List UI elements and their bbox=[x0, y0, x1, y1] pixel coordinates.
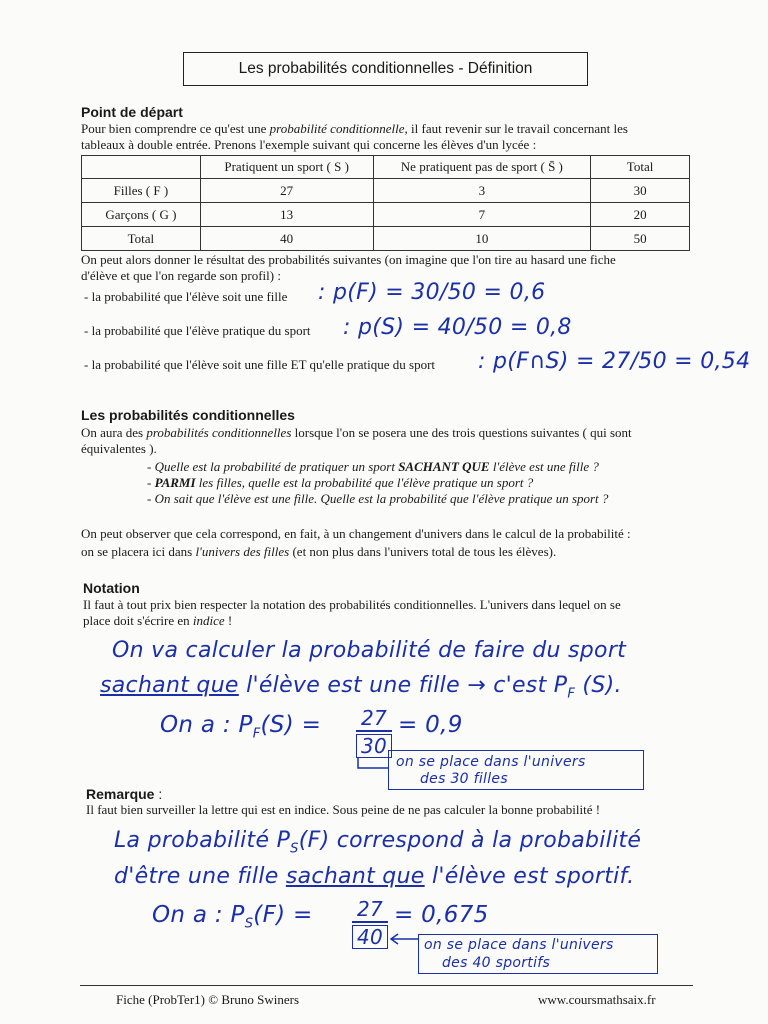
hw-note-1a: on se place dans l'univers bbox=[396, 754, 586, 770]
table-row bbox=[82, 227, 690, 251]
hw-sub-S: S bbox=[290, 841, 299, 857]
q2-parmi: PARMI bbox=[154, 475, 196, 490]
cond-text-c: lorsque l'on se posera une des trois questions suivantes ( qui sont bbox=[291, 425, 632, 440]
hw-rem-sachant: sachant que bbox=[285, 864, 425, 889]
table-cell: 30 bbox=[591, 179, 690, 203]
heading-point-de-depart: Point de départ bbox=[81, 104, 183, 120]
table-cell: Filles ( F ) bbox=[82, 179, 201, 203]
table-header-cell bbox=[82, 156, 201, 179]
table-row bbox=[82, 179, 690, 203]
table-cell: 7 bbox=[373, 203, 591, 227]
hw-PF-S: (S) = bbox=[260, 712, 322, 738]
q1-text-a: - Quelle est la probabilité de pratiquer un sport bbox=[147, 459, 399, 474]
hw-result-09: = 0,9 bbox=[398, 712, 463, 738]
footer-website: www.coursmathsaix.fr bbox=[538, 992, 656, 1007]
obs-text-c: (et non plus dans l'univers total de tous les élèves). bbox=[289, 544, 557, 559]
hw-frac-num-27b: 27 bbox=[352, 897, 388, 923]
cond-line-2: équivalentes ). bbox=[81, 441, 157, 456]
cond-term: probabilités conditionnelles bbox=[146, 425, 292, 440]
cond-text-a: On aura des bbox=[81, 425, 147, 440]
handwritten-notation-2 bbox=[100, 673, 622, 701]
hw-arrow-1 bbox=[352, 756, 392, 774]
notation-text-a: place doit s'écrire en bbox=[83, 613, 193, 628]
notation-text-c: ! bbox=[224, 613, 233, 628]
table-header-cell: Total bbox=[591, 156, 690, 179]
intro-line-2: tableaux à double entrée. Prenons l'exemple suivant qui concerne les élèves d'un lycée : bbox=[81, 137, 537, 152]
hw-ona-2: On a : P bbox=[152, 902, 245, 928]
table-cell: 40 bbox=[200, 227, 373, 251]
hw-rem-b: (F) correspond à la probabilité bbox=[298, 828, 642, 853]
obs-text-a: on se placera ici dans bbox=[81, 544, 196, 559]
cond-line-1 bbox=[81, 425, 632, 441]
remarque-line: Il faut bien surveiller la lettre qui est en indice. Sous peine de ne pas calculer la bonne probabilité ! bbox=[86, 802, 601, 817]
obs-univers: l'univers des filles bbox=[195, 544, 290, 559]
hw-sub-F: F bbox=[567, 686, 576, 702]
handwritten-remarque-2 bbox=[114, 864, 634, 889]
handwritten-notation-1: On va calculer la probabilité de faire du sport bbox=[112, 638, 627, 663]
handwritten-PS-calc bbox=[152, 902, 313, 932]
hw-rem-c: d'être une fille bbox=[114, 864, 286, 889]
heading-notation: Notation bbox=[83, 580, 140, 596]
table-cell: 50 bbox=[591, 227, 690, 251]
notation-line-1: Il faut à tout prix bien respecter la notation des probabilités conditionnelles. L'univers dans lequel on se bbox=[83, 597, 621, 612]
observation-2 bbox=[81, 544, 556, 560]
q2-text-a: - bbox=[147, 475, 155, 490]
hw-notation-end: (S). bbox=[575, 673, 622, 698]
hw-PS-F: (F) = bbox=[253, 902, 313, 928]
heading-remarque bbox=[86, 786, 162, 802]
table-header-cell: Ne pratiquent pas de sport ( S̄ ) bbox=[373, 156, 591, 179]
handwritten-remarque-1 bbox=[114, 828, 641, 856]
hw-result-0675: = 0,675 bbox=[394, 902, 489, 928]
hw-note-1b: des 30 filles bbox=[420, 771, 508, 787]
remarque-colon: : bbox=[154, 786, 163, 802]
notation-line-2 bbox=[83, 613, 232, 629]
table-cell: 3 bbox=[373, 179, 591, 203]
table-cell: Garçons ( G ) bbox=[82, 203, 201, 227]
intro-text-c: , il faut revenir sur le travail concernant les bbox=[404, 121, 628, 136]
hw-sub-F2: F bbox=[252, 726, 261, 742]
table-row bbox=[82, 203, 690, 227]
handwritten-pF: : p(F) = 30/50 = 0,6 bbox=[318, 280, 546, 305]
heading-probas-cond: Les probabilités conditionnelles bbox=[81, 407, 295, 423]
q1-text-c: l'élève est une fille ? bbox=[489, 459, 599, 474]
handwritten-PF-calc bbox=[160, 712, 321, 742]
handwritten-pFnS: : p(F∩S) = 27/50 = 0,54 bbox=[478, 349, 751, 374]
table-cell: 10 bbox=[373, 227, 591, 251]
handwritten-pS: : p(S) = 40/50 = 0,8 bbox=[343, 315, 572, 340]
hw-sub-S2: S bbox=[244, 916, 254, 932]
notation-indice: indice bbox=[192, 613, 225, 628]
table-cell: 13 bbox=[200, 203, 373, 227]
intro-term: probabilité conditionnelle bbox=[269, 121, 405, 136]
hw-rem-d: l'élève est sportif. bbox=[424, 864, 635, 889]
hw-frac-den-30: 30 bbox=[356, 734, 392, 758]
hw-note-2a: on se place dans l'univers bbox=[424, 937, 614, 953]
question-1 bbox=[147, 459, 599, 475]
observation-1: On peut observer que cela correspond, en fait, à un changement d'univers dans le calcul de la probabilité : bbox=[81, 526, 631, 541]
table-header-cell: Pratiquent un sport ( S ) bbox=[200, 156, 373, 179]
results-intro-2: d'élève et que l'on regarde son profil) : bbox=[81, 268, 281, 283]
intro-text-a: Pour bien comprendre ce qu'est une bbox=[81, 121, 270, 136]
question-2 bbox=[147, 475, 533, 491]
q2-text-c: les filles, quelle est la probabilité que l'élève pratique un sport ? bbox=[195, 475, 534, 490]
hw-rem-a: La probabilité P bbox=[114, 828, 291, 853]
bullet-prob-fille-sport: - la probabilité que l'élève soit une fille ET qu'elle pratique du sport bbox=[84, 357, 436, 372]
footer-divider bbox=[80, 985, 693, 986]
table-cell: 27 bbox=[200, 179, 373, 203]
remarque-label: Remarque bbox=[86, 786, 155, 802]
hw-frac-den-40: 40 bbox=[352, 925, 388, 949]
hw-sachant-que: sachant que bbox=[100, 673, 239, 698]
footer-left: Fiche (ProbTer1) © Bruno Swiners bbox=[116, 992, 299, 1007]
hw-frac-num-27: 27 bbox=[356, 706, 392, 732]
bullet-prob-fille: - la probabilité que l'élève soit une fille bbox=[84, 289, 288, 304]
bullet-prob-sport: - la probabilité que l'élève pratique du sport bbox=[84, 323, 311, 338]
hw-note-2b: des 40 sportifs bbox=[442, 955, 551, 971]
q1-sachant-que: SACHANT QUE bbox=[398, 459, 490, 474]
hw-notation-text: l'élève est une fille → c'est P bbox=[238, 673, 568, 698]
hw-ona: On a : P bbox=[160, 712, 253, 738]
table-cell: 20 bbox=[591, 203, 690, 227]
results-intro-1: On peut alors donner le résultat des probabilités suivantes (on imagine que l'on tire au hasard une fiche bbox=[81, 252, 616, 267]
question-3: - On sait que l'élève est une fille. Quelle est la probabilité que l'élève pratique un sport ? bbox=[147, 491, 609, 506]
page-title: Les probabilités conditionnelles - Définition bbox=[183, 52, 588, 86]
hw-arrow-2 bbox=[388, 932, 422, 946]
intro-line-1 bbox=[81, 121, 701, 137]
table-header-row bbox=[82, 156, 690, 179]
table-cell: Total bbox=[82, 227, 201, 251]
double-entry-table bbox=[81, 155, 690, 251]
